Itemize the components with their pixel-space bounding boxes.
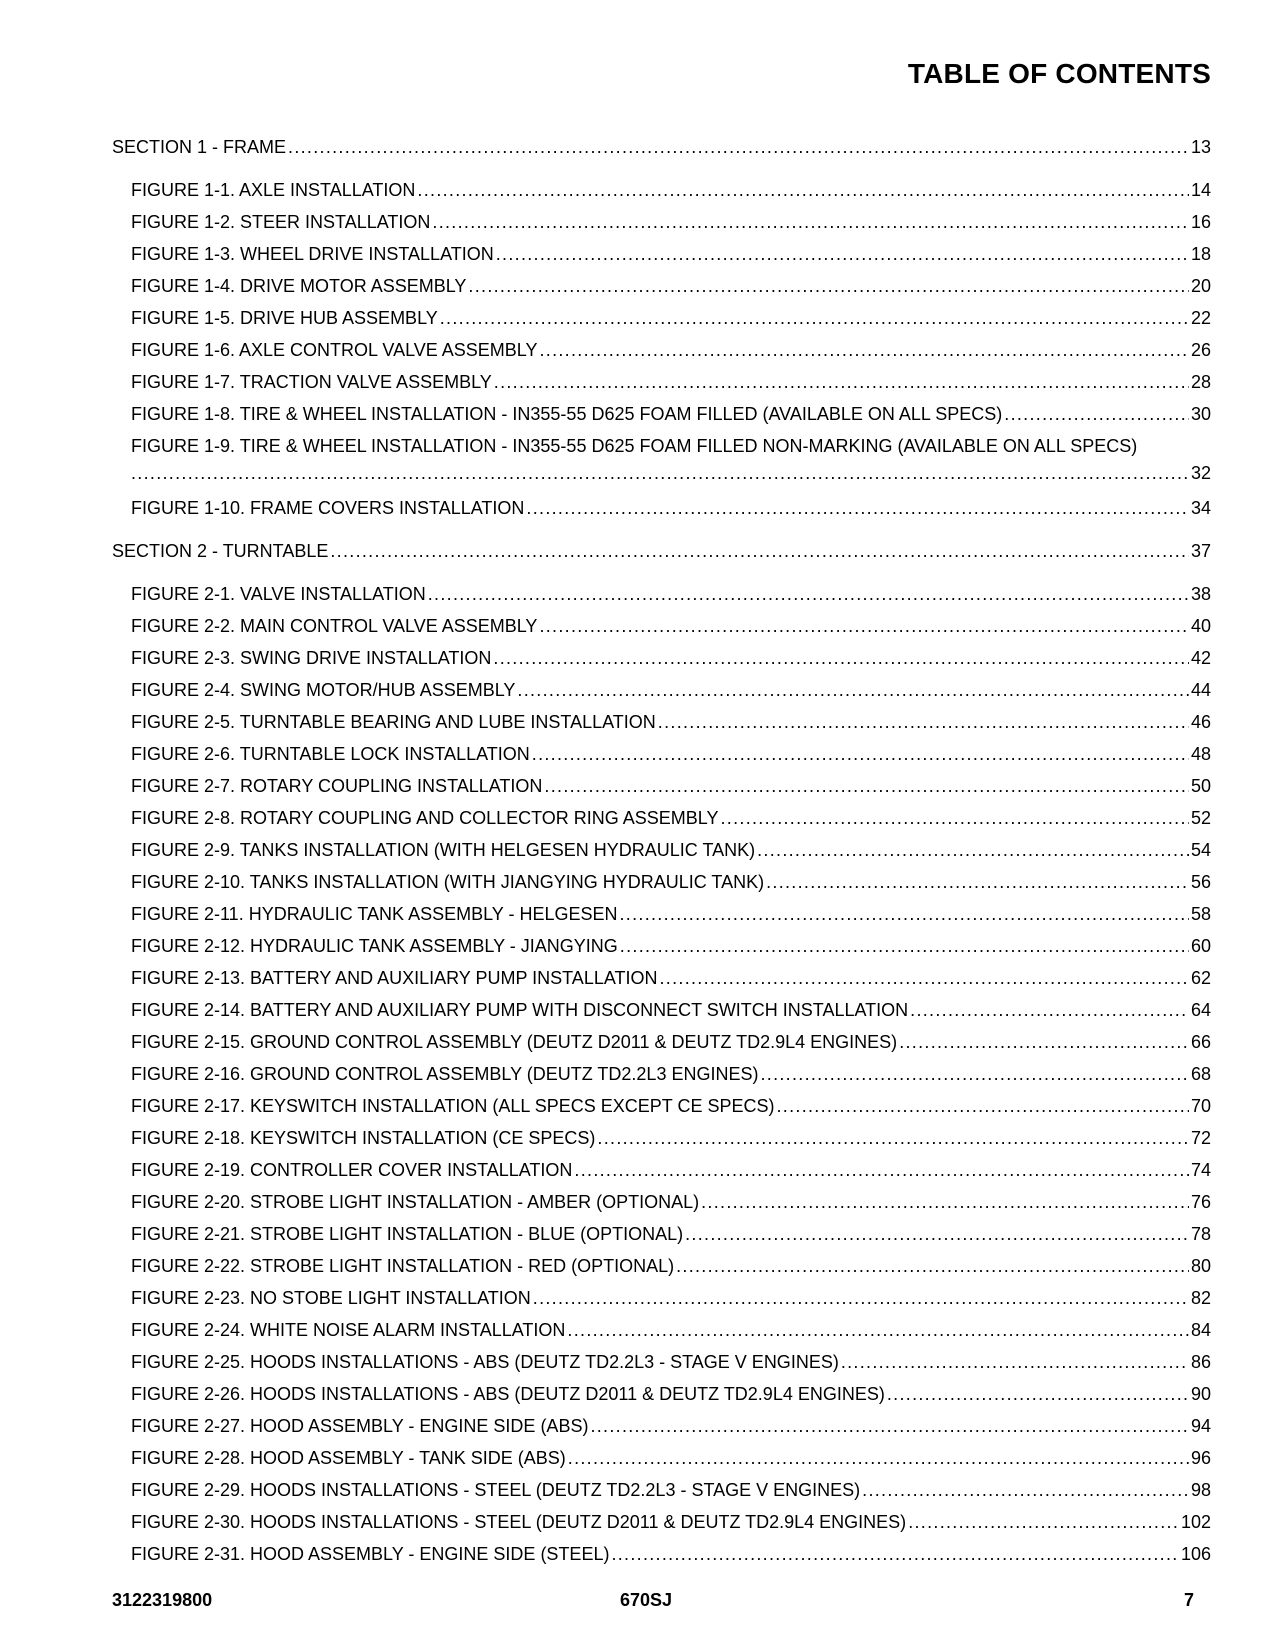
- toc-page-number: 22: [1190, 308, 1211, 328]
- toc-figure-entry[interactable]: [112, 1442, 1211, 1474]
- dot-leader: [288, 131, 1189, 163]
- toc-figure-entry[interactable]: [112, 174, 1211, 206]
- toc-entry-title: FIGURE 2-23. NO STOBE LIGHT INSTALLATION: [131, 1288, 531, 1308]
- document-number: 3122319800: [112, 1590, 213, 1610]
- page-title: TABLE OF CONTENTS: [907, 58, 1211, 89]
- dot-leader: [417, 174, 1189, 206]
- dot-leader: [574, 1154, 1189, 1186]
- toc-page-number: 58: [1190, 904, 1211, 924]
- dot-leader: [567, 1314, 1189, 1346]
- toc-page-number: 94: [1190, 1416, 1211, 1436]
- toc-figure-entry[interactable]: [112, 1058, 1211, 1090]
- toc-figure-entry[interactable]: [112, 1314, 1211, 1346]
- toc-entry-title: FIGURE 1-1. AXLE INSTALLATION: [131, 180, 416, 200]
- toc-figure-entry[interactable]: [112, 1122, 1211, 1154]
- toc-page-number: 96: [1190, 1448, 1211, 1468]
- toc-page-number: 82: [1190, 1288, 1211, 1308]
- toc-entry-title: FIGURE 2-10. TANKS INSTALLATION (WITH JIANGYING HYDRAULIC TANK): [131, 872, 765, 892]
- dot-leader: [468, 270, 1189, 302]
- toc-entry-title: FIGURE 2-29. HOODS INSTALLATIONS - STEEL (DEUTZ TD2.2L3 - STAGE V ENGINES): [131, 1480, 861, 1500]
- toc-entry-title: FIGURE 2-18. KEYSWITCH INSTALLATION (CE SPECS): [131, 1128, 596, 1148]
- toc-page-number: 86: [1190, 1352, 1211, 1372]
- toc-figure-entry[interactable]: [112, 430, 1211, 484]
- toc-page-number: 102: [1180, 1512, 1211, 1532]
- toc-entry-title: FIGURE 1-3. WHEEL DRIVE INSTALLATION: [131, 244, 494, 264]
- toc-entry-title: FIGURE 2-22. STROBE LIGHT INSTALLATION - RED (OPTIONAL): [131, 1256, 675, 1276]
- toc-page-number: 42: [1190, 648, 1211, 668]
- toc-page-number: 52: [1190, 808, 1211, 828]
- toc-entry-title: SECTION 2 - TURNTABLE: [112, 541, 329, 561]
- toc-page-number: 20: [1190, 276, 1211, 296]
- toc-page-number: 106: [1180, 1544, 1211, 1564]
- toc-page-number: 16: [1190, 212, 1211, 232]
- toc-page-number: 56: [1190, 872, 1211, 892]
- dot-leader: [908, 1506, 1179, 1538]
- toc-figure-entry[interactable]: [112, 674, 1211, 706]
- toc-figure-entry[interactable]: [112, 206, 1211, 238]
- toc-entry-title: FIGURE 2-7. ROTARY COUPLING INSTALLATION: [131, 776, 543, 796]
- toc-page-number: 30: [1190, 404, 1211, 424]
- toc-page-number: 98: [1190, 1480, 1211, 1500]
- dot-leader: [619, 898, 1188, 930]
- toc-entry-title: FIGURE 1-9. TIRE & WHEEL INSTALLATION - IN355-55 D625 FOAM FILLED NON-MARKING (AVAILABLE ON ALL SPECS): [131, 436, 1138, 456]
- dot-leader: [428, 578, 1189, 610]
- toc-page-number: 14: [1190, 180, 1211, 200]
- toc-page-number: 62: [1190, 968, 1211, 988]
- toc-page-number: 26: [1190, 340, 1211, 360]
- toc-page-number: 40: [1190, 616, 1211, 636]
- toc-figure-entry[interactable]: [112, 1154, 1211, 1186]
- toc-page-number: 78: [1190, 1224, 1211, 1244]
- dot-leader: [1004, 398, 1189, 430]
- dot-leader: [862, 1474, 1189, 1506]
- toc-page-number: 37: [1190, 541, 1211, 561]
- dot-leader: [766, 866, 1189, 898]
- toc-figure-entry[interactable]: [112, 238, 1211, 270]
- toc-page-number: 34: [1190, 498, 1211, 518]
- toc-entry-title: FIGURE 2-14. BATTERY AND AUXILIARY PUMP WITH DISCONNECT SWITCH INSTALLATION: [131, 1000, 909, 1020]
- toc-section-entry[interactable]: [112, 131, 1211, 163]
- toc-page-number: 38: [1190, 584, 1211, 604]
- toc-figure-entry[interactable]: [112, 610, 1211, 642]
- dot-leader: [658, 706, 1189, 738]
- toc-page-number: 54: [1190, 840, 1211, 860]
- toc-entry-title: FIGURE 2-2. MAIN CONTROL VALVE ASSEMBLY: [131, 616, 538, 636]
- toc-figure-entry[interactable]: [112, 1250, 1211, 1282]
- toc-figure-entry[interactable]: [112, 1026, 1211, 1058]
- dot-leader: [532, 738, 1189, 770]
- toc-page-number: 18: [1190, 244, 1211, 264]
- toc-entry-title: FIGURE 2-6. TURNTABLE LOCK INSTALLATION: [131, 744, 530, 764]
- dot-leader: [620, 930, 1189, 962]
- dot-leader: [777, 1090, 1189, 1122]
- table-of-contents: [112, 131, 1211, 1570]
- toc-figure-entry[interactable]: [112, 492, 1211, 524]
- toc-page-number: 72: [1190, 1128, 1211, 1148]
- toc-figure-entry[interactable]: [112, 1410, 1211, 1442]
- dot-leader: [330, 535, 1189, 567]
- dot-leader: [544, 770, 1189, 802]
- toc-page-number: 48: [1190, 744, 1211, 764]
- toc-page-number: 46: [1190, 712, 1211, 732]
- dot-leader: [611, 1538, 1179, 1570]
- toc-entry-title: FIGURE 1-10. FRAME COVERS INSTALLATION: [131, 498, 525, 518]
- dot-leader: [517, 674, 1189, 706]
- toc-figure-entry[interactable]: [112, 334, 1211, 366]
- toc-entry-title: SECTION 1 - FRAME: [112, 137, 287, 157]
- toc-figure-entry[interactable]: [112, 1186, 1211, 1218]
- toc-page-number: 84: [1190, 1320, 1211, 1340]
- toc-page-number: 76: [1190, 1192, 1211, 1212]
- section2-figure-list: [112, 578, 1211, 1570]
- dot-leader: [131, 462, 1187, 484]
- toc-entry-title: FIGURE 2-26. HOODS INSTALLATIONS - ABS (DEUTZ D2011 & DEUTZ TD2.9L4 ENGINES): [131, 1384, 885, 1404]
- toc-entry-title: FIGURE 2-1. VALVE INSTALLATION: [131, 584, 426, 604]
- toc-figure-entry[interactable]: [112, 1346, 1211, 1378]
- toc-figure-entry[interactable]: [112, 578, 1211, 610]
- dot-leader: [568, 1442, 1189, 1474]
- toc-entry-title: FIGURE 2-19. CONTROLLER COVER INSTALLATION: [131, 1160, 573, 1180]
- toc-page-number: 32: [1190, 463, 1211, 483]
- toc-entry-title: FIGURE 2-16. GROUND CONTROL ASSEMBLY (DEUTZ TD2.2L3 ENGINES): [131, 1064, 759, 1084]
- toc-figure-entry[interactable]: [112, 1218, 1211, 1250]
- toc-figure-entry[interactable]: [112, 994, 1211, 1026]
- toc-page-number: 74: [1190, 1160, 1211, 1180]
- toc-figure-entry[interactable]: [112, 866, 1211, 898]
- toc-entry-title: FIGURE 2-12. HYDRAULIC TANK ASSEMBLY - JIANGYING: [131, 936, 618, 956]
- toc-figure-entry[interactable]: [112, 1378, 1211, 1410]
- toc-page-number: 60: [1190, 936, 1211, 956]
- toc-page-number: 28: [1190, 372, 1211, 392]
- toc-entry-title: FIGURE 2-25. HOODS INSTALLATIONS - ABS (DEUTZ TD2.2L3 - STAGE V ENGINES): [131, 1352, 839, 1372]
- toc-entry-title: FIGURE 2-27. HOOD ASSEMBLY - ENGINE SIDE (ABS): [131, 1416, 589, 1436]
- toc-entry-title: FIGURE 1-8. TIRE & WHEEL INSTALLATION - IN355-55 D625 FOAM FILLED (AVAILABLE ON ALL SPECS): [131, 404, 1003, 424]
- toc-entry-title: FIGURE 2-30. HOODS INSTALLATIONS - STEEL (DEUTZ D2011 & DEUTZ TD2.9L4 ENGINES): [131, 1512, 907, 1532]
- dot-leader: [910, 994, 1189, 1026]
- toc-entry-title: FIGURE 2-28. HOOD ASSEMBLY - TANK SIDE (ABS): [131, 1448, 566, 1468]
- toc-figure-entry[interactable]: [112, 1282, 1211, 1314]
- toc-figure-entry[interactable]: [112, 1538, 1211, 1570]
- dot-leader: [757, 834, 1189, 866]
- toc-page-number: 44: [1190, 680, 1211, 700]
- toc-figure-entry[interactable]: [112, 962, 1211, 994]
- dot-leader: [899, 1026, 1189, 1058]
- toc-figure-entry[interactable]: [112, 1474, 1211, 1506]
- toc-page-number: 80: [1190, 1256, 1211, 1276]
- dot-leader: [440, 302, 1189, 334]
- dot-leader: [597, 1122, 1189, 1154]
- toc-entry-title: FIGURE 1-7. TRACTION VALVE ASSEMBLY: [131, 372, 492, 392]
- toc-page-number: 90: [1190, 1384, 1211, 1404]
- toc-figure-entry[interactable]: [112, 270, 1211, 302]
- toc-figure-entry[interactable]: [112, 642, 1211, 674]
- dot-leader: [432, 206, 1189, 238]
- dot-leader: [590, 1410, 1189, 1442]
- toc-figure-entry[interactable]: [112, 898, 1211, 930]
- toc-entry-title: FIGURE 1-6. AXLE CONTROL VALVE ASSEMBLY: [131, 340, 538, 360]
- toc-figure-entry[interactable]: [112, 834, 1211, 866]
- model-name: 670SJ: [620, 1590, 673, 1610]
- toc-page-number: 66: [1190, 1032, 1211, 1052]
- toc-page-number: 68: [1190, 1064, 1211, 1084]
- dot-leader: [685, 1218, 1189, 1250]
- toc-entry-title: FIGURE 2-21. STROBE LIGHT INSTALLATION - BLUE (OPTIONAL): [131, 1224, 684, 1244]
- toc-entry-title: FIGURE 2-13. BATTERY AND AUXILIARY PUMP INSTALLATION: [131, 968, 658, 988]
- dot-leader: [887, 1378, 1189, 1410]
- toc-entry-title: FIGURE 1-5. DRIVE HUB ASSEMBLY: [131, 308, 438, 328]
- toc-entry-title: FIGURE 1-4. DRIVE MOTOR ASSEMBLY: [131, 276, 467, 296]
- toc-figure-entry[interactable]: [112, 802, 1211, 834]
- toc-entry-title: FIGURE 2-3. SWING DRIVE INSTALLATION: [131, 648, 492, 668]
- dot-leader: [676, 1250, 1189, 1282]
- dot-leader: [493, 642, 1189, 674]
- toc-figure-entry[interactable]: [112, 366, 1211, 398]
- toc-entry-title: FIGURE 2-9. TANKS INSTALLATION (WITH HELGESEN HYDRAULIC TANK): [131, 840, 756, 860]
- toc-page-number: 50: [1190, 776, 1211, 796]
- dot-leader: [720, 802, 1188, 834]
- toc-entry-title: FIGURE 2-20. STROBE LIGHT INSTALLATION - AMBER (OPTIONAL): [131, 1192, 700, 1212]
- toc-entry-title: FIGURE 2-31. HOOD ASSEMBLY - ENGINE SIDE (STEEL): [131, 1544, 610, 1564]
- toc-section-entry[interactable]: [112, 535, 1211, 567]
- dot-leader: [533, 1282, 1189, 1314]
- dot-leader: [841, 1346, 1189, 1378]
- toc-entry-title: FIGURE 2-5. TURNTABLE BEARING AND LUBE INSTALLATION: [131, 712, 656, 732]
- dot-leader: [496, 238, 1189, 270]
- dot-leader: [539, 610, 1189, 642]
- toc-figure-entry[interactable]: [112, 398, 1211, 430]
- toc-figure-entry[interactable]: [112, 1090, 1211, 1122]
- toc-figure-entry[interactable]: [112, 930, 1211, 962]
- toc-entry-title: FIGURE 2-8. ROTARY COUPLING AND COLLECTOR RING ASSEMBLY: [131, 808, 719, 828]
- toc-entry-title: FIGURE 2-15. GROUND CONTROL ASSEMBLY (DEUTZ D2011 & DEUTZ TD2.9L4 ENGINES): [131, 1032, 898, 1052]
- dot-leader: [539, 334, 1189, 366]
- toc-figure-entry[interactable]: [112, 1506, 1211, 1538]
- toc-entry-title: FIGURE 2-17. KEYSWITCH INSTALLATION (ALL SPECS EXCEPT CE SPECS): [131, 1096, 775, 1116]
- toc-entry-title: FIGURE 1-2. STEER INSTALLATION: [131, 212, 431, 232]
- section1-figure-list: [112, 174, 1211, 430]
- toc-figure-entry[interactable]: [112, 706, 1211, 738]
- dot-leader: [494, 366, 1189, 398]
- toc-page-number: 70: [1190, 1096, 1211, 1116]
- toc-page-number: 13: [1190, 137, 1211, 157]
- toc-figure-entry[interactable]: [112, 302, 1211, 334]
- toc-entry-title: FIGURE 2-24. WHITE NOISE ALARM INSTALLATION: [131, 1320, 566, 1340]
- toc-entry-title: FIGURE 2-4. SWING MOTOR/HUB ASSEMBLY: [131, 680, 516, 700]
- toc-figure-entry[interactable]: [112, 770, 1211, 802]
- dot-leader: [526, 492, 1189, 524]
- dot-leader: [701, 1186, 1189, 1218]
- dot-leader: [660, 962, 1189, 994]
- page-number: 7: [1183, 1590, 1194, 1610]
- dot-leader: [760, 1058, 1189, 1090]
- toc-entry-title: FIGURE 2-11. HYDRAULIC TANK ASSEMBLY - HELGESEN: [131, 904, 618, 924]
- toc-figure-entry[interactable]: [112, 738, 1211, 770]
- toc-page-number: 64: [1190, 1000, 1211, 1020]
